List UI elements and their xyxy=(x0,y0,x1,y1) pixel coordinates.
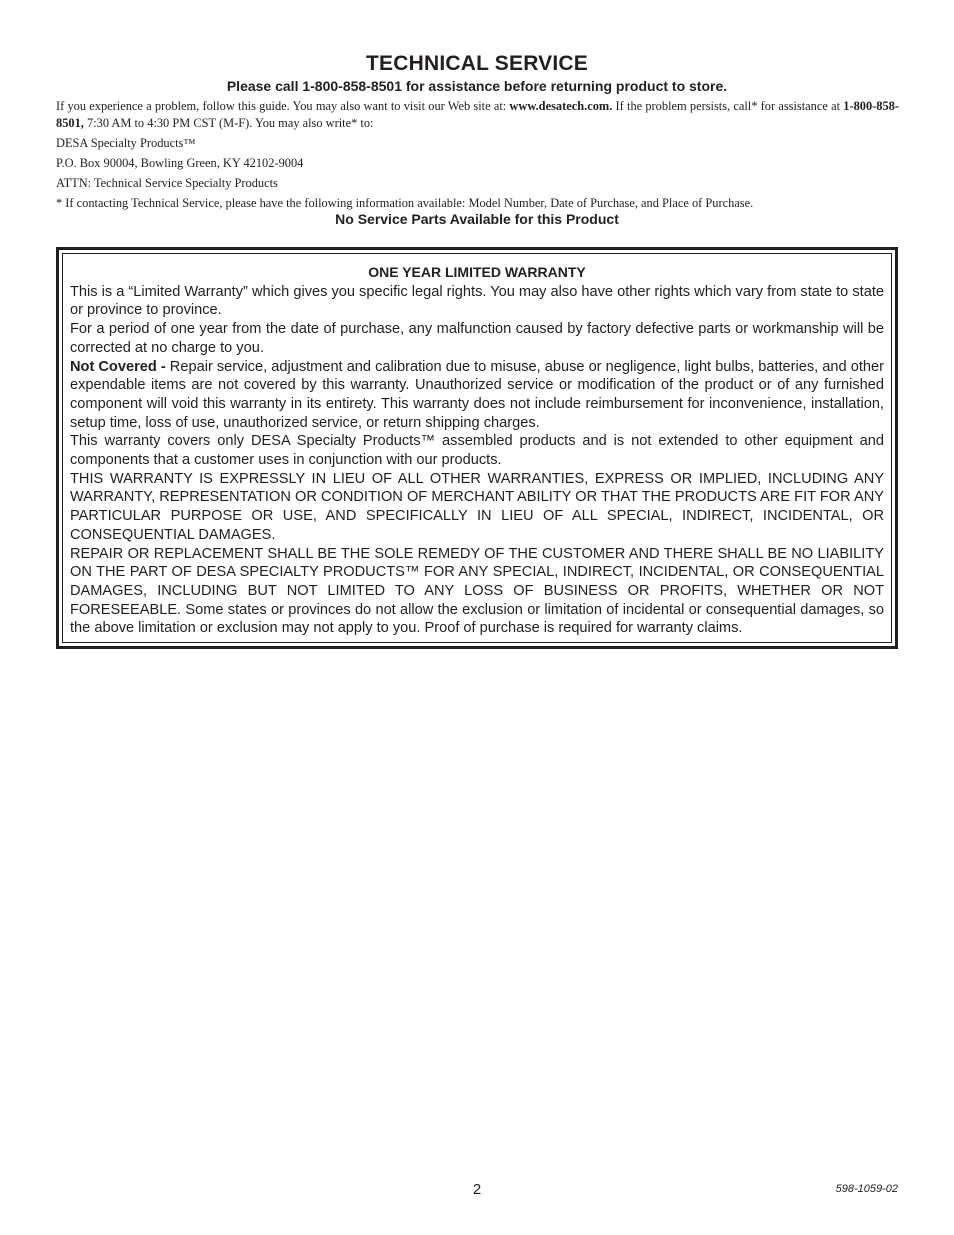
address-attn: ATTN: Technical Service Specialty Products xyxy=(56,176,278,190)
not-covered-text: Repair service, adjustment and calibration due to misuse, abuse or negligence, light bulbs, batteries, and other expendable items are not covered by this warranty. Unauthorized service or modification of the product or of any furnished component will void this warranty in its entirety. This warranty does not include reimbursement for inconvenience, installation, setup time, loss of use, unauthorized service, or return shipping charges. xyxy=(70,358,884,431)
intro-text-a: If you experience a problem, follow this guide. You may also want to visit our Web site at: xyxy=(56,99,510,113)
warranty-content xyxy=(62,253,892,643)
document-number: 598-1059-02 xyxy=(835,1183,898,1195)
warranty-paragraph-period: For a period of one year from the date of purchase, any malfunction caused by factory defective parts or workmanship will be corrected at no charge to you. xyxy=(70,321,884,356)
intro-paragraph xyxy=(56,98,899,132)
warranty-paragraph-disclaimer: THIS WARRANTY IS EXPRESSLY IN LIEU OF ALL OTHER WARRANTIES, EXPRESS OR IMPLIED, INCLUDING ANY WARRANTY, REPRESENTATION OR CONDITION OF MERCHANT ABILITY OR THAT THE PRODUCTS ARE FIT FOR ANY PARTICULAR PURPOSE OR USE, AND SPECIFICALLY IN LIEU OF ALL SPECIAL, INDIRECT, INCIDENTAL, OR CONSEQUENTIAL DAMAGES. xyxy=(70,470,884,543)
warranty-box xyxy=(56,247,898,649)
warranty-paragraph-rights: This is a “Limited Warranty” which gives you specific legal rights. You may also have other rights which vary from state to state or province to province. xyxy=(70,283,884,319)
not-covered-label: Not Covered - xyxy=(70,358,166,375)
warranty-paragraph-remedy: REPAIR OR REPLACEMENT SHALL BE THE SOLE REMEDY OF THE CUSTOMER AND THERE SHALL BE NO LIABILITY ON THE PART OF DESA SPECIALTY PRODUCTS™ FOR ANY SPECIAL, INDIRECT, INCIDENTAL, OR CONSEQUENTIAL DAMAGES, INCLUDING BUT NOT LIMITED TO ANY LOSS OF BUSINESS OR PROFITS, WHETHER OR NOT FORESEEABLE. Some states or provinces do not allow the exclusion or limitation of incidental or consequential damages, so the above limitation or exclusion may not apply to you. Proof of purchase is required for warranty claims. xyxy=(70,545,884,637)
page-title: TECHNICAL SERVICE xyxy=(366,52,588,75)
intro-text-b: If the problem persists, call* for assistance at xyxy=(612,99,844,113)
no-service-parts-notice: No Service Parts Available for this Product xyxy=(335,211,619,227)
address-company: DESA Specialty Products™ xyxy=(56,136,196,150)
phone-assistance-notice: Please call 1-800-858-8501 for assistance before returning product to store. xyxy=(226,78,728,94)
warranty-paragraph-not-covered xyxy=(70,358,884,433)
website-link[interactable]: www.desatech.com. xyxy=(509,99,613,113)
warranty-paragraph-coverage: This warranty covers only DESA Specialty Products™ assembled products and is not extended to other equipment and components that a customer uses in conjunction with our products. xyxy=(70,433,884,469)
intro-text-c: 7:30 AM to 4:30 PM CST (M-F). You may also write* to: xyxy=(83,116,374,130)
page-number: 2 xyxy=(472,1181,482,1198)
contact-footnote: * If contacting Technical Service, please have the following information available: Model Number, Date of Purchase, and Place of Purchase. xyxy=(56,196,754,210)
warranty-title: ONE YEAR LIMITED WARRANTY xyxy=(368,264,586,280)
phone-number: 1-800-858-8501, xyxy=(56,99,899,130)
technical-service-intro xyxy=(56,98,899,215)
address-po-box: P.O. Box 90004, Bowling Green, KY 42102-9004 xyxy=(56,156,304,170)
